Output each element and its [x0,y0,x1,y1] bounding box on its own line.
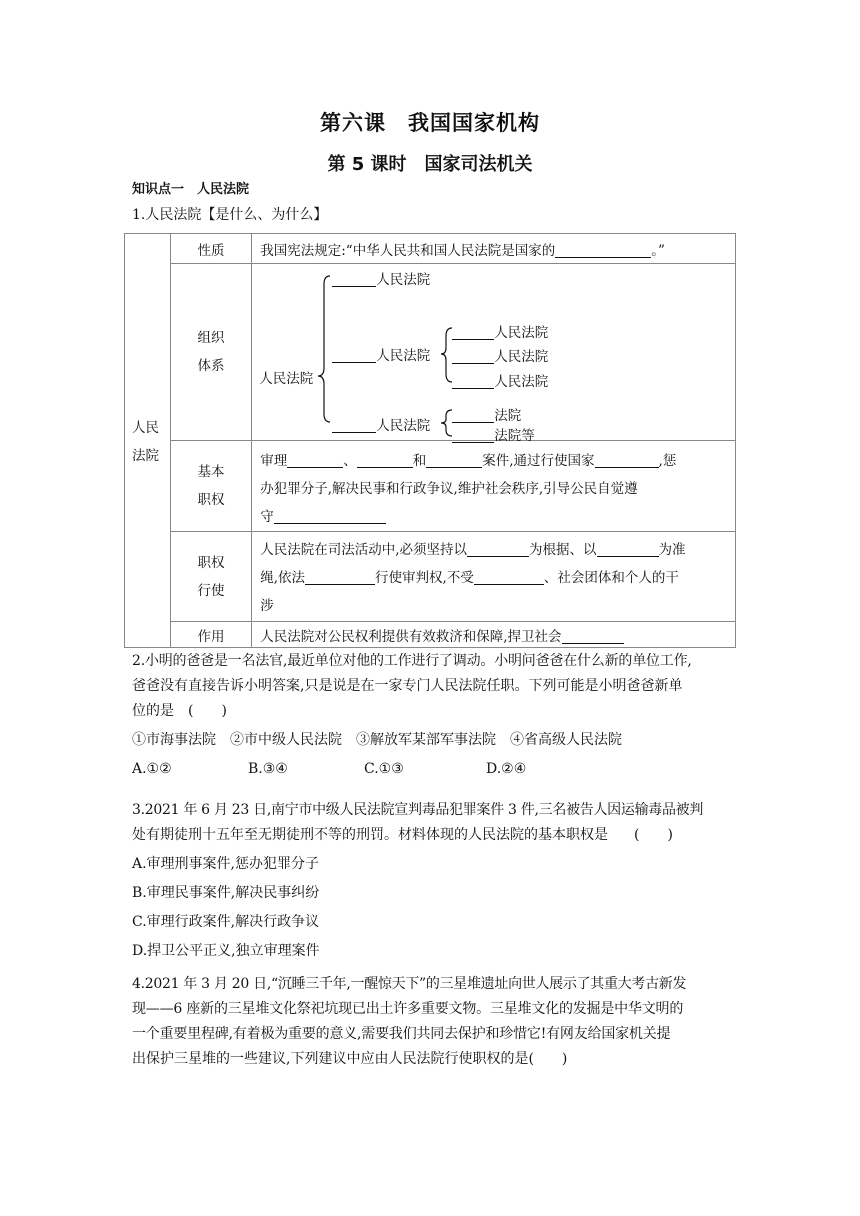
option-b[interactable]: B.审理民事案件,解决民事纠纷 [132,885,320,901]
blank[interactable] [467,543,529,558]
row-label-duty: 基本 职权 [170,441,252,532]
option-d[interactable]: D.捍卫公平正义,独立审理案件 [132,943,320,959]
blank[interactable] [332,273,376,288]
blank[interactable] [274,510,386,525]
blank[interactable] [452,326,494,341]
org-bot-child-1: 法院 [452,404,521,424]
blank[interactable] [452,350,494,365]
blank[interactable] [452,375,494,390]
row-nature-content: 我国宪法规定:“中华人民共和国人民法院是国家的 。” [252,234,736,264]
org-level1-bot: 人民法院 [332,414,430,434]
row-exercise-content: 人民法院在司法活动中,必须坚持以 为根据、以 为准 绳,依法 行使审判权,不受 、社会团体和个人的干 涉 [252,532,736,622]
org-mid-child-1: 人民法院 [452,321,548,341]
blank[interactable] [555,243,651,258]
org-level1-mid: 人民法院 [332,344,430,364]
row-duty-content: 审理 、 和 案件,通过行使国家 ,惩 办犯罪分子,解决民事和行政争议,维护社会秩序,引导公民自觉遵 守 [252,441,736,532]
org-mid-child-2: 人民法院 [452,345,548,365]
org-mid-child-3: 人民法院 [452,370,548,390]
blank[interactable] [426,454,482,469]
option-d[interactable]: D.②④ [486,761,527,777]
blank[interactable] [357,454,413,469]
option-c[interactable]: C.①③ [364,761,404,777]
blank[interactable] [474,571,544,586]
blank[interactable] [332,419,376,434]
question-2-options [132,757,736,782]
row-org-content [252,264,736,444]
row-label-org: 组织 体系 [170,264,252,441]
option-a[interactable]: A.①② [132,761,172,777]
question-4: 4.2021 年 3 月 20 日,“沉睡三千年,一醒惊天下”的三星堆遗址向世人展示了其重大考古新发 现——6 座新的三星堆文化祭祀坑现已出土许多重要文物。三星堆文化的发掘是中华文明的 一个重要里程碑,有着极为重要的意义,需要我们共同去保护和珍惜它!有网友给国家机关提 出保护三星堆的一些建议,下列建议中应由人民法院行使职权的是( ) [132,976,687,1067]
blank[interactable] [452,409,494,424]
row-label-nature: 性质 [170,234,252,264]
question-2: 2.小明的爸爸是一名法官,最近单位对他的工作进行了调动。小明问爸爸在什么新的单位工作, 爸爸没有直接告诉小明答案,只是说是在一家专门人民法院任职。下列可能是小明爸爸新单 位的是 ( ) ①市海事法院 ②市中级人民法院 ③解放军某部军事法院 ④省高级人民法院 A.①② B.③④ C.①③ D.②④ [132,649,736,782]
row-label-exercise: 职权 行使 [170,532,252,622]
option-c[interactable]: C.审理行政案件,解决行政争议 [132,914,320,930]
blank[interactable] [597,543,659,558]
option-a[interactable]: A.审理刑事案件,惩办犯罪分子 [132,856,320,872]
knowledge-point-heading: 知识点一 人民法院 [132,182,250,197]
org-root: 人民法院 [259,371,314,387]
knowledge-table [124,233,736,648]
question-1-label: 1.人民法院【是什么、为什么】 [132,207,328,223]
blank[interactable] [562,629,624,644]
org-bot-child-2: 法院等 [452,424,535,444]
blank[interactable] [595,454,659,469]
row-role-content: 人民法院对公民权利提供有效救济和保障,捍卫社会 [252,622,736,648]
row-label-role: 作用 [170,622,252,648]
section-title: 第 5 课时 国家司法机关 [327,154,533,175]
blank[interactable] [452,429,494,444]
blank[interactable] [305,571,375,586]
org-level1-top: 人民法院 [332,268,430,288]
blank[interactable] [332,349,376,364]
question-3: 3.2021 年 6 月 23 日,南宁市中级人民法院宣判毒品犯罪案件 3 件,三名被告人因运输毒品被判 处有期徒刑十五年至无期徒刑不等的刑罚。材料体现的人民法院的基本职权是 ( ) A.审理刑事案件,惩办犯罪分子 B.审理民事案件,解决民事纠纷 C.审理行政案件,解决行政争议 D.捍卫公平正义,独立审理案件 [132,798,736,964]
question-2-items: ①市海事法院 ②市中级人民法院 ③解放军某部军事法院 ④省高级人民法院 [132,732,622,748]
blank[interactable] [287,454,343,469]
option-b[interactable]: B.③④ [248,761,288,777]
lesson-title: 第六课 我国国家机构 [320,111,540,135]
table-main-label: 人民法院 [132,420,159,464]
